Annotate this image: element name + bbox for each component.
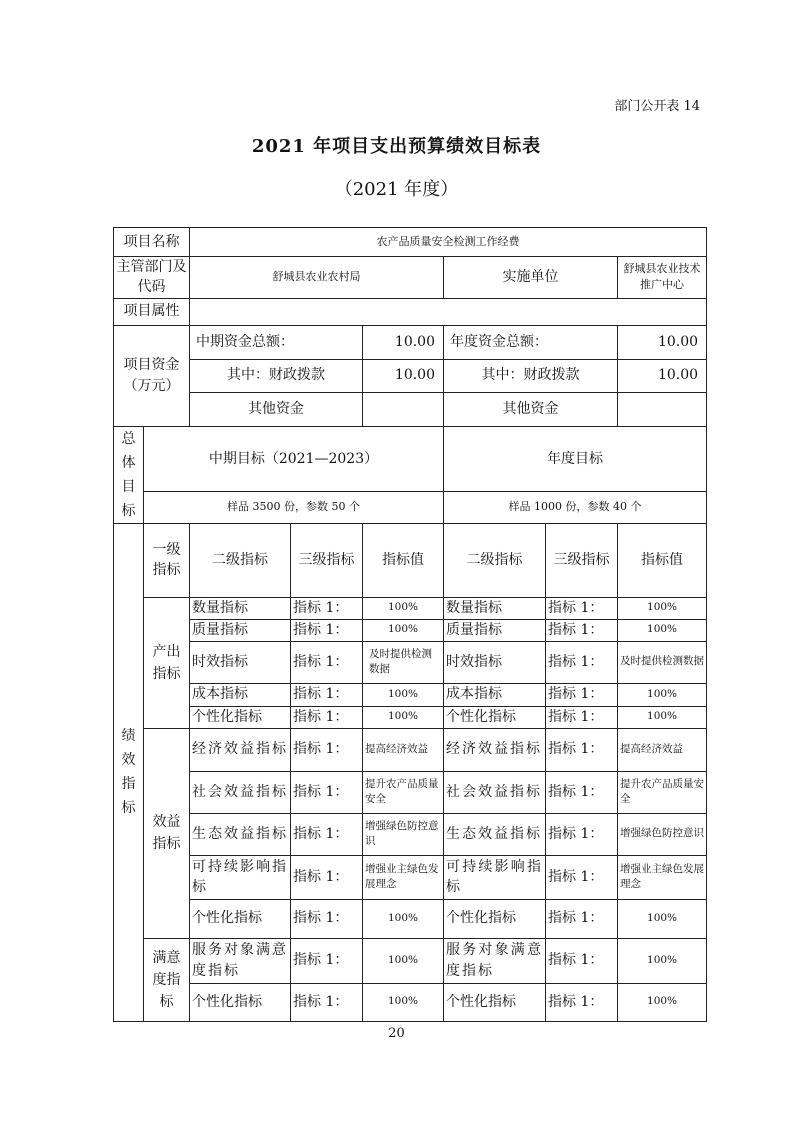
level2-cell-annual: 数量指标 bbox=[444, 597, 546, 619]
page-title: 2021 年项目支出预算绩效目标表 bbox=[251, 136, 542, 157]
table-row bbox=[114, 899, 707, 938]
performance-indicator-label: 绩 效 指 标 bbox=[114, 523, 144, 1021]
satisfaction-indicator-group: 满意 度指 标 bbox=[144, 938, 190, 1021]
annual-target-value: 样品 1000 份，参数 40 个 bbox=[444, 491, 707, 523]
level2-cell-annual: 成本指标 bbox=[444, 683, 546, 706]
level2-cell: 可持续影响指标 bbox=[190, 855, 291, 899]
value-header-annual: 指标值 bbox=[618, 523, 707, 597]
row-indicator-headers bbox=[114, 523, 707, 597]
level3-cell-annual: 指标 1： bbox=[546, 855, 618, 899]
level2-cell-annual: 生态效益指标 bbox=[444, 813, 546, 855]
value-cell: 提高经济效益 bbox=[363, 728, 444, 771]
value-cell-annual: 增强绿色防控意识 bbox=[618, 813, 707, 855]
midterm-total-label: 中期资金总额： bbox=[190, 325, 363, 359]
level2-cell: 经济效益指标 bbox=[190, 728, 291, 771]
level2-cell-annual: 质量指标 bbox=[444, 619, 546, 641]
value-cell-annual: 100% bbox=[618, 899, 707, 938]
table-row bbox=[114, 597, 707, 619]
level2-cell: 生态效益指标 bbox=[190, 813, 291, 855]
annual-other-label: 其他资金 bbox=[444, 392, 618, 426]
implementing-unit-label: 实施单位 bbox=[444, 257, 618, 299]
output-indicator-group: 产出 指标 bbox=[144, 597, 190, 728]
value-cell-annual: 100% bbox=[618, 706, 707, 728]
level3-cell-annual: 指标 1： bbox=[546, 813, 618, 855]
midterm-target-value: 样品 3500 份，参数 50 个 bbox=[144, 491, 444, 523]
annual-other-value bbox=[618, 392, 707, 426]
project-attribute-label: 项目属性 bbox=[114, 298, 190, 325]
level3-cell-annual: 指标 1： bbox=[546, 619, 618, 641]
table-row bbox=[114, 706, 707, 728]
project-name: 农产品质量安全检测工作经费 bbox=[190, 228, 707, 257]
project-name-label: 项目名称 bbox=[114, 228, 190, 257]
level3-cell-annual: 指标 1： bbox=[546, 683, 618, 706]
level3-header-annual: 三级指标 bbox=[546, 523, 618, 597]
table-row bbox=[114, 728, 707, 771]
value-cell: 100% bbox=[363, 619, 444, 641]
level3-cell: 指标 1： bbox=[291, 683, 363, 706]
value-cell: 100% bbox=[363, 899, 444, 938]
row-project-name bbox=[114, 228, 707, 257]
performance-target-table bbox=[113, 227, 707, 1022]
value-cell: 及时提供检测数据 bbox=[363, 641, 444, 683]
department-label: 主管部门及代码 bbox=[114, 257, 190, 299]
level3-cell: 指标 1： bbox=[291, 983, 363, 1021]
level3-cell-annual: 指标 1： bbox=[546, 641, 618, 683]
level2-cell: 成本指标 bbox=[190, 683, 291, 706]
value-cell: 增强业主绿色发展理念 bbox=[363, 855, 444, 899]
level2-header-annual: 二级指标 bbox=[444, 523, 546, 597]
level2-cell-annual: 服务对象满意度指标 bbox=[444, 938, 546, 983]
level1-header: 一级指标 bbox=[144, 523, 190, 597]
level3-cell: 指标 1： bbox=[291, 855, 363, 899]
value-cell: 100% bbox=[363, 706, 444, 728]
level2-cell: 个性化指标 bbox=[190, 983, 291, 1021]
value-cell-annual: 100% bbox=[618, 597, 707, 619]
level2-cell: 数量指标 bbox=[190, 597, 291, 619]
level2-cell: 服务对象满意度指标 bbox=[190, 938, 291, 983]
level2-cell-annual: 个性化指标 bbox=[444, 706, 546, 728]
row-funds-total bbox=[114, 325, 707, 359]
doc-label: 部门公开表 14 bbox=[614, 99, 700, 114]
value-cell: 提升农产品质量安全 bbox=[363, 771, 444, 813]
table-row bbox=[114, 938, 707, 983]
value-cell-annual: 100% bbox=[618, 619, 707, 641]
level2-cell: 社会效益指标 bbox=[190, 771, 291, 813]
table-row bbox=[114, 771, 707, 813]
level3-cell-annual: 指标 1： bbox=[546, 899, 618, 938]
level2-cell-annual: 时效指标 bbox=[444, 641, 546, 683]
level2-cell: 个性化指标 bbox=[190, 899, 291, 938]
level3-cell-annual: 指标 1： bbox=[546, 771, 618, 813]
midterm-total-value: 10.00 bbox=[363, 325, 444, 359]
level3-cell-annual: 指标 1： bbox=[546, 983, 618, 1021]
table-row bbox=[114, 683, 707, 706]
table-row bbox=[114, 813, 707, 855]
level3-cell: 指标 1： bbox=[291, 813, 363, 855]
level2-cell-annual: 个性化指标 bbox=[444, 983, 546, 1021]
value-cell: 100% bbox=[363, 938, 444, 983]
level3-cell-annual: 指标 1： bbox=[546, 597, 618, 619]
level3-header: 三级指标 bbox=[291, 523, 363, 597]
level2-header: 二级指标 bbox=[190, 523, 291, 597]
row-funds-other bbox=[114, 392, 707, 426]
midterm-fiscal-value: 10.00 bbox=[363, 359, 444, 392]
annual-total-value: 10.00 bbox=[618, 325, 707, 359]
level2-cell-annual: 社会效益指标 bbox=[444, 771, 546, 813]
level3-cell: 指标 1： bbox=[291, 619, 363, 641]
level3-cell: 指标 1： bbox=[291, 728, 363, 771]
level2-cell-annual: 经济效益指标 bbox=[444, 728, 546, 771]
page-subtitle: （2021 年度） bbox=[334, 179, 459, 200]
row-funds-fiscal bbox=[114, 359, 707, 392]
value-cell-annual: 及时提供检测数据 bbox=[618, 641, 707, 683]
annual-fiscal-label: 其中：财政拨款 bbox=[444, 359, 618, 392]
row-department bbox=[114, 257, 707, 299]
level3-cell: 指标 1： bbox=[291, 899, 363, 938]
level3-cell-annual: 指标 1： bbox=[546, 706, 618, 728]
midterm-fiscal-label: 其中：财政拨款 bbox=[190, 359, 363, 392]
row-overall-headers bbox=[114, 426, 707, 491]
value-cell-annual: 提高经济效益 bbox=[618, 728, 707, 771]
table-row bbox=[114, 983, 707, 1021]
value-cell: 增强绿色防控意识 bbox=[363, 813, 444, 855]
level2-cell: 时效指标 bbox=[190, 641, 291, 683]
midterm-other-label: 其他资金 bbox=[190, 392, 363, 426]
level2-cell: 个性化指标 bbox=[190, 706, 291, 728]
project-attribute bbox=[190, 298, 707, 325]
annual-fiscal-value: 10.00 bbox=[618, 359, 707, 392]
value-cell-annual: 提升农产品质量安全 bbox=[618, 771, 707, 813]
value-cell-annual: 100% bbox=[618, 683, 707, 706]
level3-cell: 指标 1： bbox=[291, 641, 363, 683]
level3-cell: 指标 1： bbox=[291, 706, 363, 728]
level2-cell: 质量指标 bbox=[190, 619, 291, 641]
level2-cell-annual: 可持续影响指标 bbox=[444, 855, 546, 899]
value-header: 指标值 bbox=[363, 523, 444, 597]
implementing-unit: 舒城县农业技术推广中心 bbox=[618, 257, 707, 299]
level3-cell-annual: 指标 1： bbox=[546, 728, 618, 771]
value-cell: 100% bbox=[363, 983, 444, 1021]
level2-cell-annual: 个性化指标 bbox=[444, 899, 546, 938]
table-row bbox=[114, 855, 707, 899]
annual-total-label: 年度资金总额： bbox=[444, 325, 618, 359]
overall-target-label: 总 体 目 标 bbox=[114, 426, 144, 523]
value-cell-annual: 100% bbox=[618, 983, 707, 1021]
value-cell: 100% bbox=[363, 597, 444, 619]
annual-target-label: 年度目标 bbox=[444, 426, 707, 491]
funds-label: 项目资金（万元） bbox=[114, 325, 190, 426]
department: 舒城县农业农村局 bbox=[190, 257, 444, 299]
value-cell-annual: 增强业主绿色发展理念 bbox=[618, 855, 707, 899]
value-cell: 100% bbox=[363, 683, 444, 706]
value-cell-annual: 100% bbox=[618, 938, 707, 983]
midterm-target-label: 中期目标（2021—2023） bbox=[144, 426, 444, 491]
level3-cell: 指标 1： bbox=[291, 597, 363, 619]
level3-cell: 指标 1： bbox=[291, 938, 363, 983]
row-project-attribute bbox=[114, 298, 707, 325]
page-number: 20 bbox=[388, 1026, 405, 1041]
row-overall-values bbox=[114, 491, 707, 523]
level3-cell: 指标 1： bbox=[291, 771, 363, 813]
level3-cell-annual: 指标 1： bbox=[546, 938, 618, 983]
midterm-other-value bbox=[363, 392, 444, 426]
table-row bbox=[114, 641, 707, 683]
table-row bbox=[114, 619, 707, 641]
benefit-indicator-group: 效益 指标 bbox=[144, 728, 190, 938]
